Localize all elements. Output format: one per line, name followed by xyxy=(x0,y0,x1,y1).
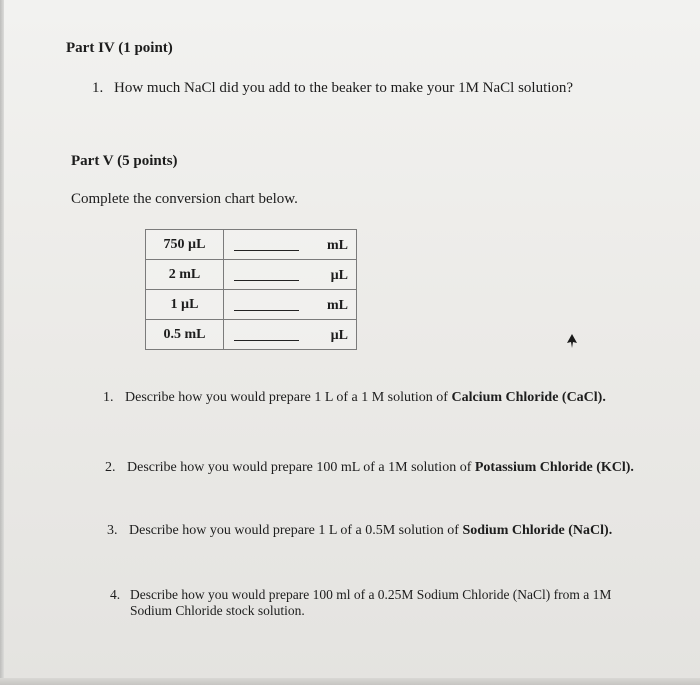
page-edge-left xyxy=(0,0,4,685)
conversion-from: 750 µL xyxy=(146,230,224,260)
conversion-answer-cell[interactable] xyxy=(224,260,357,290)
conversion-answer-cell[interactable] xyxy=(224,290,357,320)
conversion-answer-cell[interactable] xyxy=(224,230,357,260)
conversion-row xyxy=(146,260,357,290)
conversion-from: 0.5 mL xyxy=(146,320,224,350)
conversion-row xyxy=(146,290,357,320)
conversion-to-unit: mL xyxy=(327,238,348,253)
part-v-question-1 xyxy=(103,390,606,406)
conversion-from: 1 µL xyxy=(146,290,224,320)
conversion-to-unit: µL xyxy=(330,268,348,283)
mouse-pointer-icon xyxy=(566,334,578,348)
answer-blank-line xyxy=(234,340,299,341)
part-iv-question-1 xyxy=(92,80,573,97)
question-number: 3. xyxy=(107,523,118,538)
part-v-question-4 xyxy=(110,587,611,619)
conversion-row xyxy=(146,230,357,260)
question-text: How much NaCl did you add to the beaker to make your 1M NaCl solution? xyxy=(114,80,574,96)
conversion-to-unit: mL xyxy=(327,298,348,313)
question-number: 1. xyxy=(92,80,104,96)
question-number: 1. xyxy=(103,390,114,405)
conversion-chart xyxy=(145,229,357,350)
part-v-question-3 xyxy=(107,523,612,539)
question-text-continued: Sodium Chloride stock solution. xyxy=(130,603,305,618)
page-edge-bottom xyxy=(0,678,700,685)
part-v-heading: Part V (5 points) xyxy=(71,153,178,169)
part-v-question-2 xyxy=(105,460,634,476)
conversion-from: 2 mL xyxy=(146,260,224,290)
question-text: Describe how you would prepare 1 L of a 1 M solution of xyxy=(125,390,452,405)
part-v-instruction: Complete the conversion chart below. xyxy=(71,191,298,207)
answer-blank-line xyxy=(234,280,299,281)
question-number: 4. xyxy=(110,587,121,602)
answer-blank-line xyxy=(234,310,299,311)
question-text: Describe how you would prepare 100 mL of a 1M solution of xyxy=(127,460,475,475)
conversion-to-unit: µL xyxy=(330,328,348,343)
conversion-row xyxy=(146,320,357,350)
question-text: Describe how you would prepare 1 L of a 0.5M solution of xyxy=(129,523,463,538)
part-iv-heading: Part IV (1 point) xyxy=(66,40,173,56)
question-number: 2. xyxy=(105,460,116,475)
question-compound: Potassium Chloride (KCl). xyxy=(474,460,634,475)
answer-blank-line xyxy=(234,250,299,251)
conversion-answer-cell[interactable] xyxy=(224,320,357,350)
question-text: Describe how you would prepare 100 ml of a 0.25M Sodium Chloride (NaCl) from a 1M xyxy=(130,587,612,602)
question-compound: Calcium Chloride (CaCl). xyxy=(451,390,606,405)
question-compound: Sodium Chloride (NaCl). xyxy=(462,523,613,538)
